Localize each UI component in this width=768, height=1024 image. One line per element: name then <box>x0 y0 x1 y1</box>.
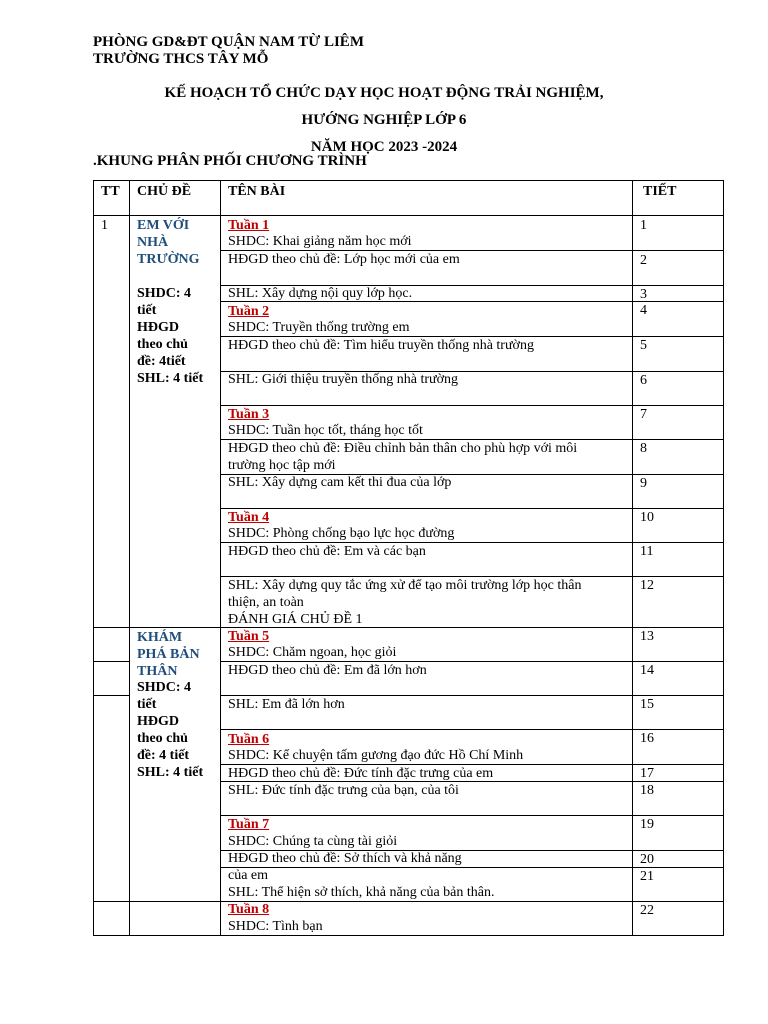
period-number: 14 <box>640 663 654 678</box>
period-number: 1 <box>640 218 647 233</box>
topic-name: PHÁ BẢN <box>137 647 200 662</box>
period-number: 10 <box>640 510 654 525</box>
column-divider <box>220 181 221 935</box>
lesson-cell: HĐGD theo chủ đề: Em đã lớn hơn <box>228 663 427 678</box>
topic-name: TRƯỜNG <box>137 252 200 267</box>
week-label: Tuần 2 <box>228 304 270 319</box>
topic-name: THÂN <box>137 664 178 679</box>
topic-name: KHÁM <box>137 630 183 645</box>
week-label: Tuần 6 <box>228 732 270 747</box>
column-divider <box>632 181 633 935</box>
topic-detail: HĐGD <box>137 320 179 335</box>
row-divider <box>94 661 129 662</box>
period-number: 15 <box>640 697 654 712</box>
period-number: 7 <box>640 407 647 422</box>
topic-detail: theo chủ <box>137 731 188 746</box>
topic-name: NHÀ <box>137 235 169 250</box>
topic-detail: SHL: 4 tiết <box>137 765 204 780</box>
lesson-cell: HĐGD theo chủ đề: Tìm hiểu truyền thống nhà trường <box>228 338 534 353</box>
topic-detail: SHL: 4 tiết <box>137 371 204 386</box>
period-number: 22 <box>640 903 654 918</box>
period-number: 5 <box>640 338 647 353</box>
document-title-line1: KẾ HOẠCH TỔ CHỨC DẠY HỌC HOẠT ĐỘNG TRẢI NGHIỆM, <box>164 85 604 101</box>
row-divider <box>220 405 723 406</box>
header-topic: CHỦ ĐỀ <box>137 184 192 199</box>
period-number: 2 <box>640 253 647 268</box>
period-number: 3 <box>640 287 647 302</box>
lesson-cell: SHL: Xây dựng nội quy lớp học. <box>228 286 413 301</box>
lesson-cell: SHDC: Tình bạn <box>228 919 323 934</box>
document-title-line3: NĂM HỌC 2023 -2024 <box>310 139 458 155</box>
week-label: Tuần 5 <box>228 629 270 644</box>
header-lesson: TÊN BÀI <box>228 184 286 199</box>
topic-evaluation: ĐÁNH GIÁ CHỦ ĐỀ 1 <box>228 612 363 627</box>
week-label: Tuần 7 <box>228 817 270 832</box>
row-divider <box>94 695 129 696</box>
topic-detail: đề: 4 tiết <box>137 748 190 763</box>
lesson-cell: SHDC: Truyền thống trường em <box>228 320 410 335</box>
lesson-cell: SHDC: Chăm ngoan, học giỏi <box>228 645 397 660</box>
lesson-cell: HĐGD theo chủ đề: Sở thích và khả năng <box>228 851 462 866</box>
lesson-cell: HĐGD theo chủ đề: Em và các bạn <box>228 544 426 559</box>
lesson-cell: SHDC: Phòng chống bạo lực học đường <box>228 526 455 541</box>
section-title: .KHUNG PHÂN PHỐI CHƯƠNG TRÌNH <box>93 153 367 169</box>
column-divider <box>129 181 130 935</box>
program-table <box>93 180 724 936</box>
lesson-cell: SHL: Xây dựng quy tắc ứng xử để tạo môi trường lớp học thân <box>228 578 582 593</box>
period-number: 21 <box>640 869 654 884</box>
topic-detail: SHDC: 4 <box>137 286 192 301</box>
header-row-divider <box>94 215 723 216</box>
header-period: TIẾT <box>643 184 677 199</box>
period-number: 4 <box>640 303 647 318</box>
row-number: 1 <box>101 218 108 233</box>
period-number: 9 <box>640 476 647 491</box>
topic-divider <box>94 627 723 628</box>
lesson-cell: thiện, an toàn <box>228 595 304 610</box>
lesson-cell: HĐGD theo chủ đề: Đức tính đặc trưng của em <box>228 766 494 781</box>
topic-detail: SHDC: 4 <box>137 680 192 695</box>
period-number: 8 <box>640 441 647 456</box>
lesson-cell: HĐGD theo chủ đề: Điều chỉnh bản thân cho phù hợp với môi <box>228 441 578 456</box>
period-number: 12 <box>640 578 654 593</box>
topic-detail: đề: 4tiết <box>137 354 186 369</box>
lesson-cell: trường học tập mới <box>228 458 336 473</box>
week-label: Tuần 4 <box>228 510 270 525</box>
topic-name: EM VỚI <box>137 218 190 233</box>
lesson-cell: SHDC: Chúng ta cùng tài giỏi <box>228 834 398 849</box>
week-label: Tuần 3 <box>228 407 270 422</box>
period-number: 20 <box>640 852 654 867</box>
lesson-cell: SHL: Thể hiện sở thích, khả năng của bản thân. <box>228 885 495 900</box>
period-number: 13 <box>640 629 654 644</box>
lesson-cell: SHDC: Tuần học tốt, tháng học tốt <box>228 423 423 438</box>
period-number: 17 <box>640 766 654 781</box>
week-label: Tuần 1 <box>228 218 270 233</box>
document-title-line2: HƯỚNG NGHIỆP LỚP 6 <box>301 112 467 128</box>
lesson-cell: SHL: Xây dựng cam kết thi đua của lớp <box>228 475 452 490</box>
period-number: 6 <box>640 373 647 388</box>
lesson-cell: SHL: Em đã lớn hơn <box>228 697 345 712</box>
department-name: PHÒNG GD&ĐT QUẬN NAM TỪ LIÊM <box>93 34 364 50</box>
header-tt: TT <box>101 184 120 199</box>
lesson-cell: của em <box>228 868 269 883</box>
lesson-cell: SHL: Đức tính đặc trưng của bạn, của tôi <box>228 783 459 798</box>
topic-detail: tiết <box>137 697 157 712</box>
period-number: 19 <box>640 817 654 832</box>
week-label: Tuần 8 <box>228 902 270 917</box>
lesson-cell: SHL: Giới thiệu truyền thống nhà trường <box>228 372 459 387</box>
school-name: TRƯỜNG THCS TÂY MỖ <box>93 51 269 67</box>
period-number: 16 <box>640 731 654 746</box>
topic-detail: tiết <box>137 303 157 318</box>
lesson-cell: HĐGD theo chủ đề: Lớp học mới của em <box>228 252 460 267</box>
topic-detail: theo chủ <box>137 337 188 352</box>
topic-detail: HĐGD <box>137 714 179 729</box>
period-number: 18 <box>640 783 654 798</box>
row-divider <box>94 901 723 902</box>
lesson-cell: SHDC: Khai giảng năm học mới <box>228 234 412 249</box>
lesson-cell: SHDC: Kể chuyện tấm gương đạo đức Hồ Chí Minh <box>228 748 524 763</box>
period-number: 11 <box>640 544 654 559</box>
